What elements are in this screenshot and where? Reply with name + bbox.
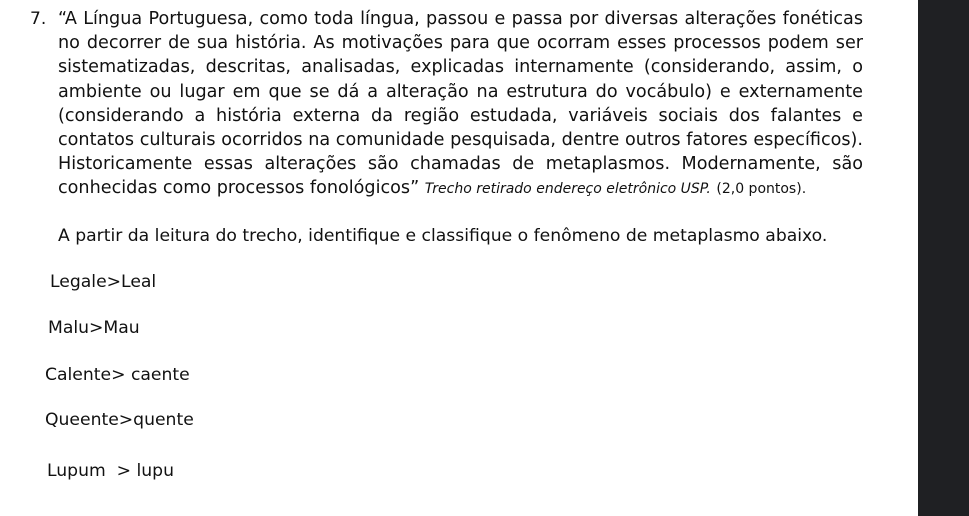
- question-number: 7.: [30, 9, 47, 29]
- viewer-background: [918, 0, 969, 516]
- metaplasm-example-4: Queente>quente: [45, 410, 194, 430]
- question-quote: [58, 7, 863, 202]
- metaplasm-example-3: Calente> caente: [45, 365, 190, 385]
- metaplasm-example-1: Legale>Leal: [50, 272, 157, 292]
- quote-text: “A Língua Portuguesa, como toda língua, passou e passa por diversas alterações fonéticas no decorrer de sua história. As motivações para que ocorram esses processos podem ser sistematizadas, descritas, analisadas, explicadas internamente (considerando, assim, o ambiente ou lugar em que se dá a alteração na estrutura do vocábulo) e externamente (considerando a história externa da região estudada, variáveis sociais dos falantes e contatos culturais ocorridos na comunidade pesquisada, dentre outros fatores específicos). Historicamente essas alterações são chamadas de metaplasmos. Modernamente, são conhecidas como processos fonológicos”: [58, 9, 863, 199]
- source-citation: Trecho retirado endereço eletrônico USP.: [424, 181, 711, 198]
- metaplasm-example-2: Malu>Mau: [48, 318, 140, 338]
- question-instruction: A partir da leitura do trecho, identifique e classifique o fenômeno de metaplasmo abaixo.: [58, 226, 828, 246]
- question-points: (2,0 pontos).: [716, 181, 807, 198]
- metaplasm-example-5: Lupum > lupu: [47, 461, 174, 481]
